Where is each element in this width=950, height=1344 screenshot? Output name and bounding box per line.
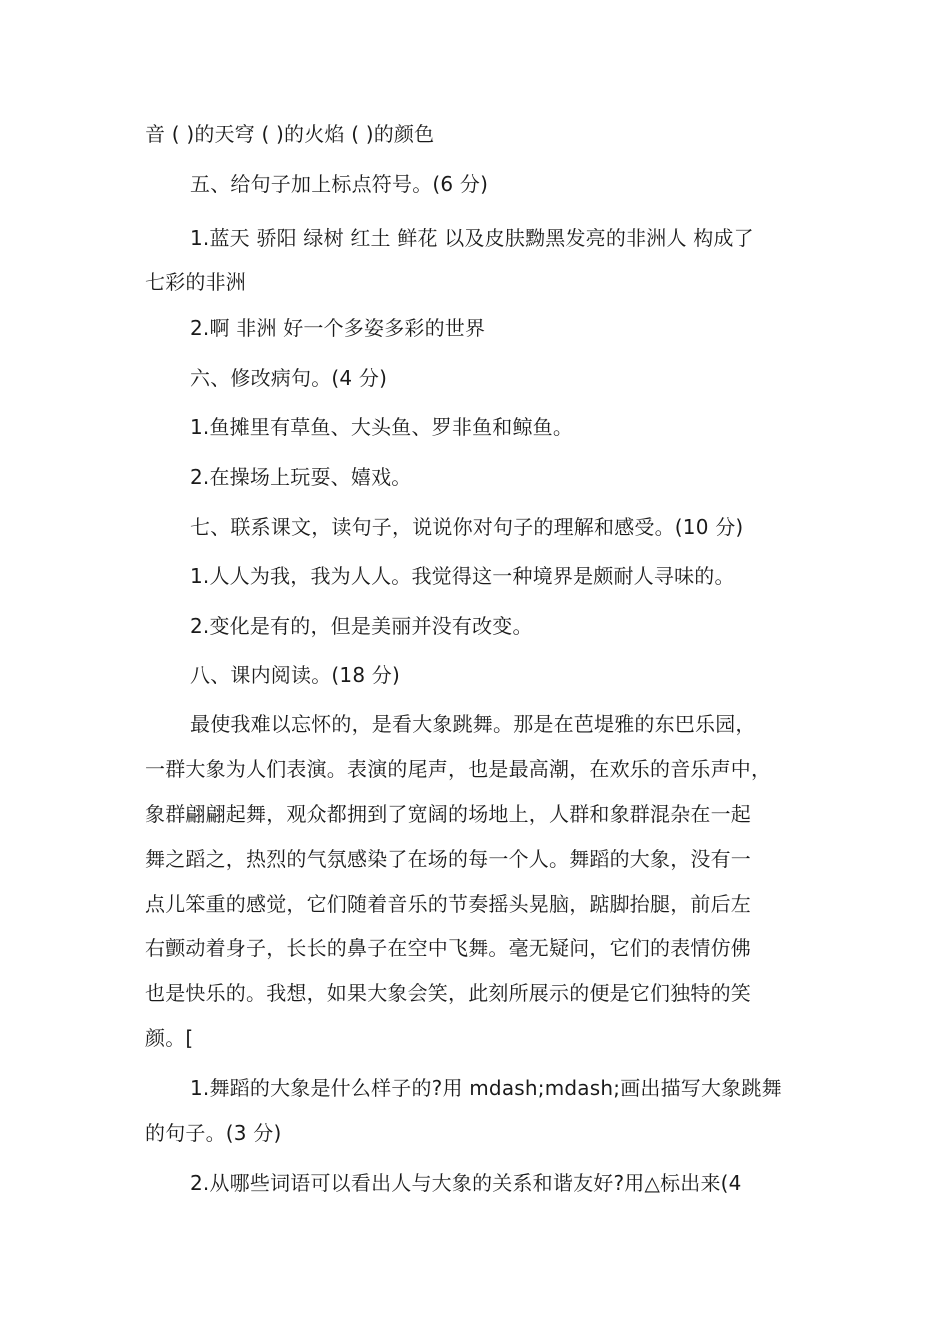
passage-line: 点儿笨重的感觉，它们随着音乐的节奏摇头晃脑，踮脚抬腿，前后左: [145, 892, 751, 916]
text-line-fill-blank: 音 ( )的天穹 ( )的火焰 ( )的颜色: [145, 122, 435, 146]
section-heading-reading: 八、课内阅读。(18 分): [190, 663, 401, 687]
question-line-continued: 七彩的非洲: [145, 270, 246, 294]
question-line: 1.人人为我，我为人人。我觉得这一种境界是颇耐人寻味的。: [190, 564, 735, 588]
passage-line: 舞之蹈之，热烈的气氛感染了在场的每一个人。舞蹈的大象，没有一: [145, 847, 751, 871]
question-line: 2.变化是有的，但是美丽并没有改变。: [190, 614, 533, 638]
passage-line: 象群翩翩起舞，观众都拥到了宽阔的场地上，人群和象群混杂在一起: [145, 802, 751, 826]
section-heading-correction: 六、修改病句。(4 分): [190, 366, 388, 390]
question-line-continued: 的句子。(3 分): [145, 1121, 282, 1145]
question-line: 1.舞蹈的大象是什么样子的?用 mdash;mdash;画出描写大象跳舞: [190, 1076, 782, 1100]
passage-line: 颜。[: [145, 1026, 194, 1050]
passage-line: 最使我难以忘怀的，是看大象跳舞。那是在芭堤雅的东巴乐园，: [190, 712, 756, 736]
question-line: 1.鱼摊里有草鱼、大头鱼、罗非鱼和鲸鱼。: [190, 415, 574, 439]
question-line: 2.在操场上玩耍、嬉戏。: [190, 465, 412, 489]
passage-line: 一群大象为人们表演。表演的尾声，也是最高潮，在欢乐的音乐声中，: [145, 757, 772, 781]
section-heading-understanding: 七、联系课文，读句子，说说你对句子的理解和感受。(10 分): [190, 515, 744, 539]
question-line: 1.蓝天 骄阳 绿树 红土 鲜花 以及皮肤黝黑发亮的非洲人 构成了: [190, 226, 754, 250]
passage-line: 也是快乐的。我想，如果大象会笑，此刻所展示的便是它们独特的笑: [145, 981, 751, 1005]
question-line: 2.啊 非洲 好一个多姿多彩的世界: [190, 316, 486, 340]
section-heading-punctuation: 五、给句子加上标点符号。(6 分): [190, 172, 489, 196]
passage-line: 右颤动着身子，长长的鼻子在空中飞舞。毫无疑问，它们的表情仿佛: [145, 936, 751, 960]
question-line: 2.从哪些词语可以看出人与大象的关系和谐友好?用△标出来(4: [190, 1171, 742, 1195]
